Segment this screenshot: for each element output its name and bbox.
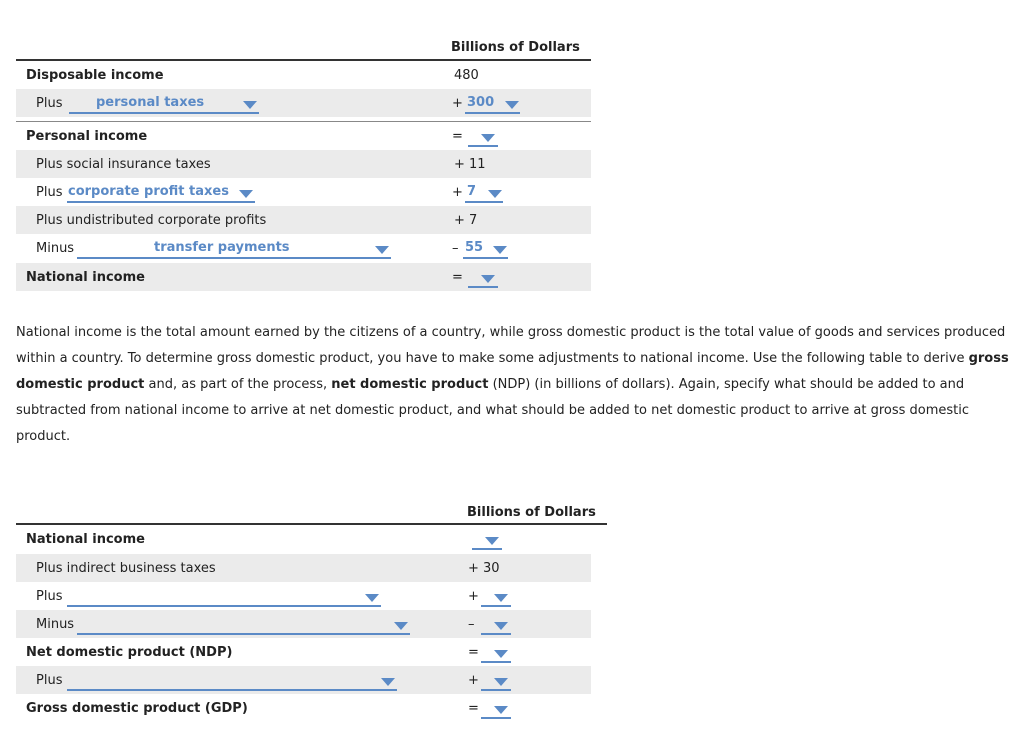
row-sign: =: [452, 270, 463, 285]
amount-dropdown[interactable]: [468, 125, 498, 147]
row-amount: 480: [454, 68, 479, 83]
amount-dropdown[interactable]: [463, 237, 508, 259]
dropdown-value: transfer payments: [154, 240, 290, 255]
row-minus-transfer-payments: [16, 234, 591, 262]
row-sign: =: [452, 129, 463, 144]
amount-dropdown[interactable]: [465, 181, 503, 203]
amount-dropdown[interactable]: [481, 697, 511, 719]
row-amount: + 30: [468, 561, 500, 576]
paragraph-bold-gdp: gross domestic product: [16, 351, 1009, 392]
row-net-domestic-product: [16, 638, 591, 666]
row-label: Plus indirect business taxes: [36, 561, 216, 576]
adjustment-dropdown[interactable]: [67, 669, 397, 691]
amount-dropdown[interactable]: [465, 92, 520, 114]
row-label: National income: [26, 532, 145, 547]
row-sign: =: [468, 701, 479, 716]
row-label: Plus: [36, 589, 63, 604]
row-sign: –: [452, 241, 459, 256]
row-label: Minus: [36, 241, 75, 256]
adjustment-dropdown[interactable]: [77, 237, 391, 259]
row-amount: + 7: [454, 213, 478, 228]
chevron-down-icon: [505, 101, 519, 109]
amount-dropdown[interactable]: [481, 585, 511, 607]
amount-dropdown-value: 7: [467, 184, 477, 199]
row-label: Plus undistributed corporate profits: [36, 213, 267, 228]
row-plus-corporate-profit-taxes: [16, 178, 591, 206]
row-sign: +: [452, 96, 463, 111]
row-personal-income: [16, 121, 591, 150]
chevron-down-icon: [481, 275, 495, 283]
row-national-income: [16, 263, 591, 291]
row-label: Gross domestic product (GDP): [26, 701, 248, 716]
chevron-down-icon: [494, 594, 508, 602]
chevron-down-icon: [365, 594, 379, 602]
dropdown-value: personal taxes: [96, 95, 205, 110]
row-social-insurance-taxes: [16, 150, 591, 178]
chevron-down-icon: [485, 537, 499, 545]
chevron-down-icon: [493, 246, 507, 254]
row-sign: =: [468, 645, 479, 660]
row-label: Plus: [36, 673, 63, 688]
row-label: Plus social insurance taxes: [36, 157, 211, 172]
row-minus-blank: [16, 610, 591, 638]
row-plus-blank-2: [16, 666, 591, 694]
chevron-down-icon: [494, 678, 508, 686]
row-plus-blank-1: [16, 582, 591, 610]
chevron-down-icon: [488, 190, 502, 198]
amount-dropdown[interactable]: [481, 613, 511, 635]
paragraph-bold-ndp: net domestic product: [331, 377, 489, 392]
row-label: National income: [26, 270, 145, 285]
amount-dropdown[interactable]: [468, 266, 498, 288]
adjustment-dropdown[interactable]: [67, 585, 381, 607]
chevron-down-icon: [381, 678, 395, 686]
chevron-down-icon: [239, 190, 253, 198]
paragraph-text: and, as part of the process,: [144, 377, 332, 392]
adjustment-dropdown[interactable]: [77, 613, 410, 635]
instructions-paragraph: [16, 320, 1016, 450]
paragraph-text: National income is the total amount earned by the citizens of a country, while gross domestic product is the total value of goods and services produced within a country. To determine gross domestic product, you have to make some adjustments to national income. Use the following table to derive: [16, 325, 1006, 366]
chevron-down-icon: [494, 650, 508, 658]
row-sign: +: [468, 673, 479, 688]
row-sign: +: [468, 589, 479, 604]
chevron-down-icon: [243, 101, 257, 109]
amount-dropdown-value: 55: [465, 240, 484, 255]
chevron-down-icon: [394, 622, 408, 630]
table1-header: Billions of Dollars: [451, 40, 580, 55]
adjustment-dropdown[interactable]: [69, 92, 259, 114]
chevron-down-icon: [494, 622, 508, 630]
row-gross-domestic-product: [16, 694, 591, 722]
adjustment-dropdown[interactable]: [67, 181, 255, 203]
chevron-down-icon: [375, 246, 389, 254]
amount-dropdown-value: 300: [467, 95, 495, 110]
row-label: Net domestic product (NDP): [26, 645, 233, 660]
dropdown-value: corporate profit taxes: [68, 184, 229, 199]
row-sign: –: [468, 617, 475, 632]
row-sign: +: [452, 185, 463, 200]
row-label: Disposable income: [26, 68, 164, 83]
table2-header: Billions of Dollars: [467, 505, 596, 520]
row-national-income-2: [16, 525, 591, 553]
row-plus-personal-taxes: [16, 89, 591, 117]
row-label: Minus: [36, 617, 75, 632]
row-undistributed-corporate-profits: [16, 206, 591, 234]
row-disposable-income: [16, 61, 591, 89]
row-amount: + 11: [454, 157, 486, 172]
amount-dropdown[interactable]: [472, 528, 502, 550]
chevron-down-icon: [481, 134, 495, 142]
row-label: Personal income: [26, 129, 148, 144]
amount-dropdown[interactable]: [481, 669, 511, 691]
chevron-down-icon: [494, 706, 508, 714]
row-label: Plus: [36, 96, 63, 111]
amount-dropdown[interactable]: [481, 641, 511, 663]
row-label: Plus: [36, 185, 63, 200]
paragraph-text: (NDP) (in billions of dollars). Again, specify what should be added to and subtracted from national income to arrive at net domestic product, and what should be added to net domestic product to arrive at gross domestic product.: [16, 377, 970, 444]
row-indirect-business-taxes: [16, 554, 591, 582]
